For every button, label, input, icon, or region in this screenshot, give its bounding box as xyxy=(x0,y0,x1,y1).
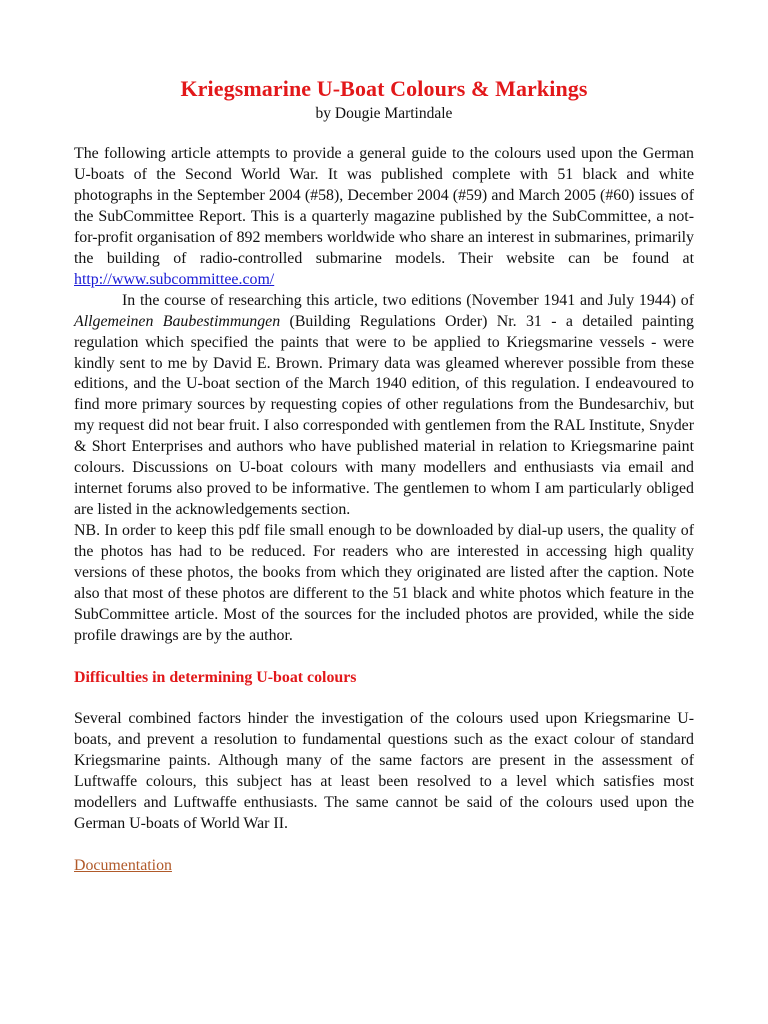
article-title: Kriegsmarine U-Boat Colours & Markings xyxy=(180,76,588,101)
difficulties-paragraph: Several combined factors hinder the investigation of the colours used upon Kriegsmarine U-boats, and prevent a resolution to fundamental questions such as the exact colour of standard Kriegsmarine paints. Although many of the same factors are present in the assessment of Luftwaffe colours, this subject has at least been resolved to a level which satisfies most modellers and Luftwaffe enthusiasts. The same cannot be said of the colours used upon the German U-boats of World War II. xyxy=(74,709,694,832)
document-page xyxy=(74,74,694,877)
research-text-part2: (Building Regulations Order) Nr. 31 - a detailed painting regulation which specified the paints that were to be applied to Kriegsmarine vessels - were kindly sent to me by David E. Brown. Primary data was gleamed wherever possible from these editions, and the U-boat section of the March 1940 edition, of this regulation. I endeavoured to find more primary sources by requesting copies of other regulations from the Bundesarchiv, but my request did not bear fruit. I also corresponded with gentlemen from the RAL Institute, Snyder & Short Enterprises and authors who have published material in relation to Kriegsmarine paint colours. Discussions on U-boat colours with many modellers and enthusiasts via email and internet forums also proved to be informative. The gentlemen to whom I am particularly obliged are listed in the acknowledgements section. xyxy=(74,312,694,519)
subcommittee-website-link[interactable]: http://www.subcommittee.com/ xyxy=(74,270,275,288)
section-heading-difficulties: Difficulties in determining U-boat colours xyxy=(74,668,357,686)
intro-text: The following article attempts to provide a general guide to the colours used upon the German U-boats of the Second World War. It was published complete with 51 black and white photographs in the September 2004 (#58), December 2004 (#59) and March 2005 (#60) issues of the SubCommittee Report. This is a quarterly magazine published by the SubCommittee, a not-for-profit organisation of 892 members worldwide who share an interest in submarines, primarily the building of radio-controlled submarine models. Their website can be found at xyxy=(74,145,694,267)
intro-paragraph xyxy=(74,144,694,291)
article-byline: by Dougie Martindale xyxy=(315,105,453,122)
research-paragraph xyxy=(74,291,694,521)
regulation-title: Allgemeinen Baubestimmungen xyxy=(74,312,281,330)
research-text-part1: In the course of researching this article, two editions (November 1941 and July 1944) of xyxy=(122,291,694,309)
documentation-link[interactable]: Documentation xyxy=(74,856,172,874)
note-paragraph: NB. In order to keep this pdf file small enough to be downloaded by dial-up users, the quality of the photos has had to be reduced. For readers who are interested in accessing high quality versions of these photos, the books from which they originated are listed after the caption. Note also that most of these photos are different to the 51 black and white photos which feature in the SubCommittee article. Most of the sources for the included photos are provided, while the side profile drawings are by the author. xyxy=(74,522,694,644)
